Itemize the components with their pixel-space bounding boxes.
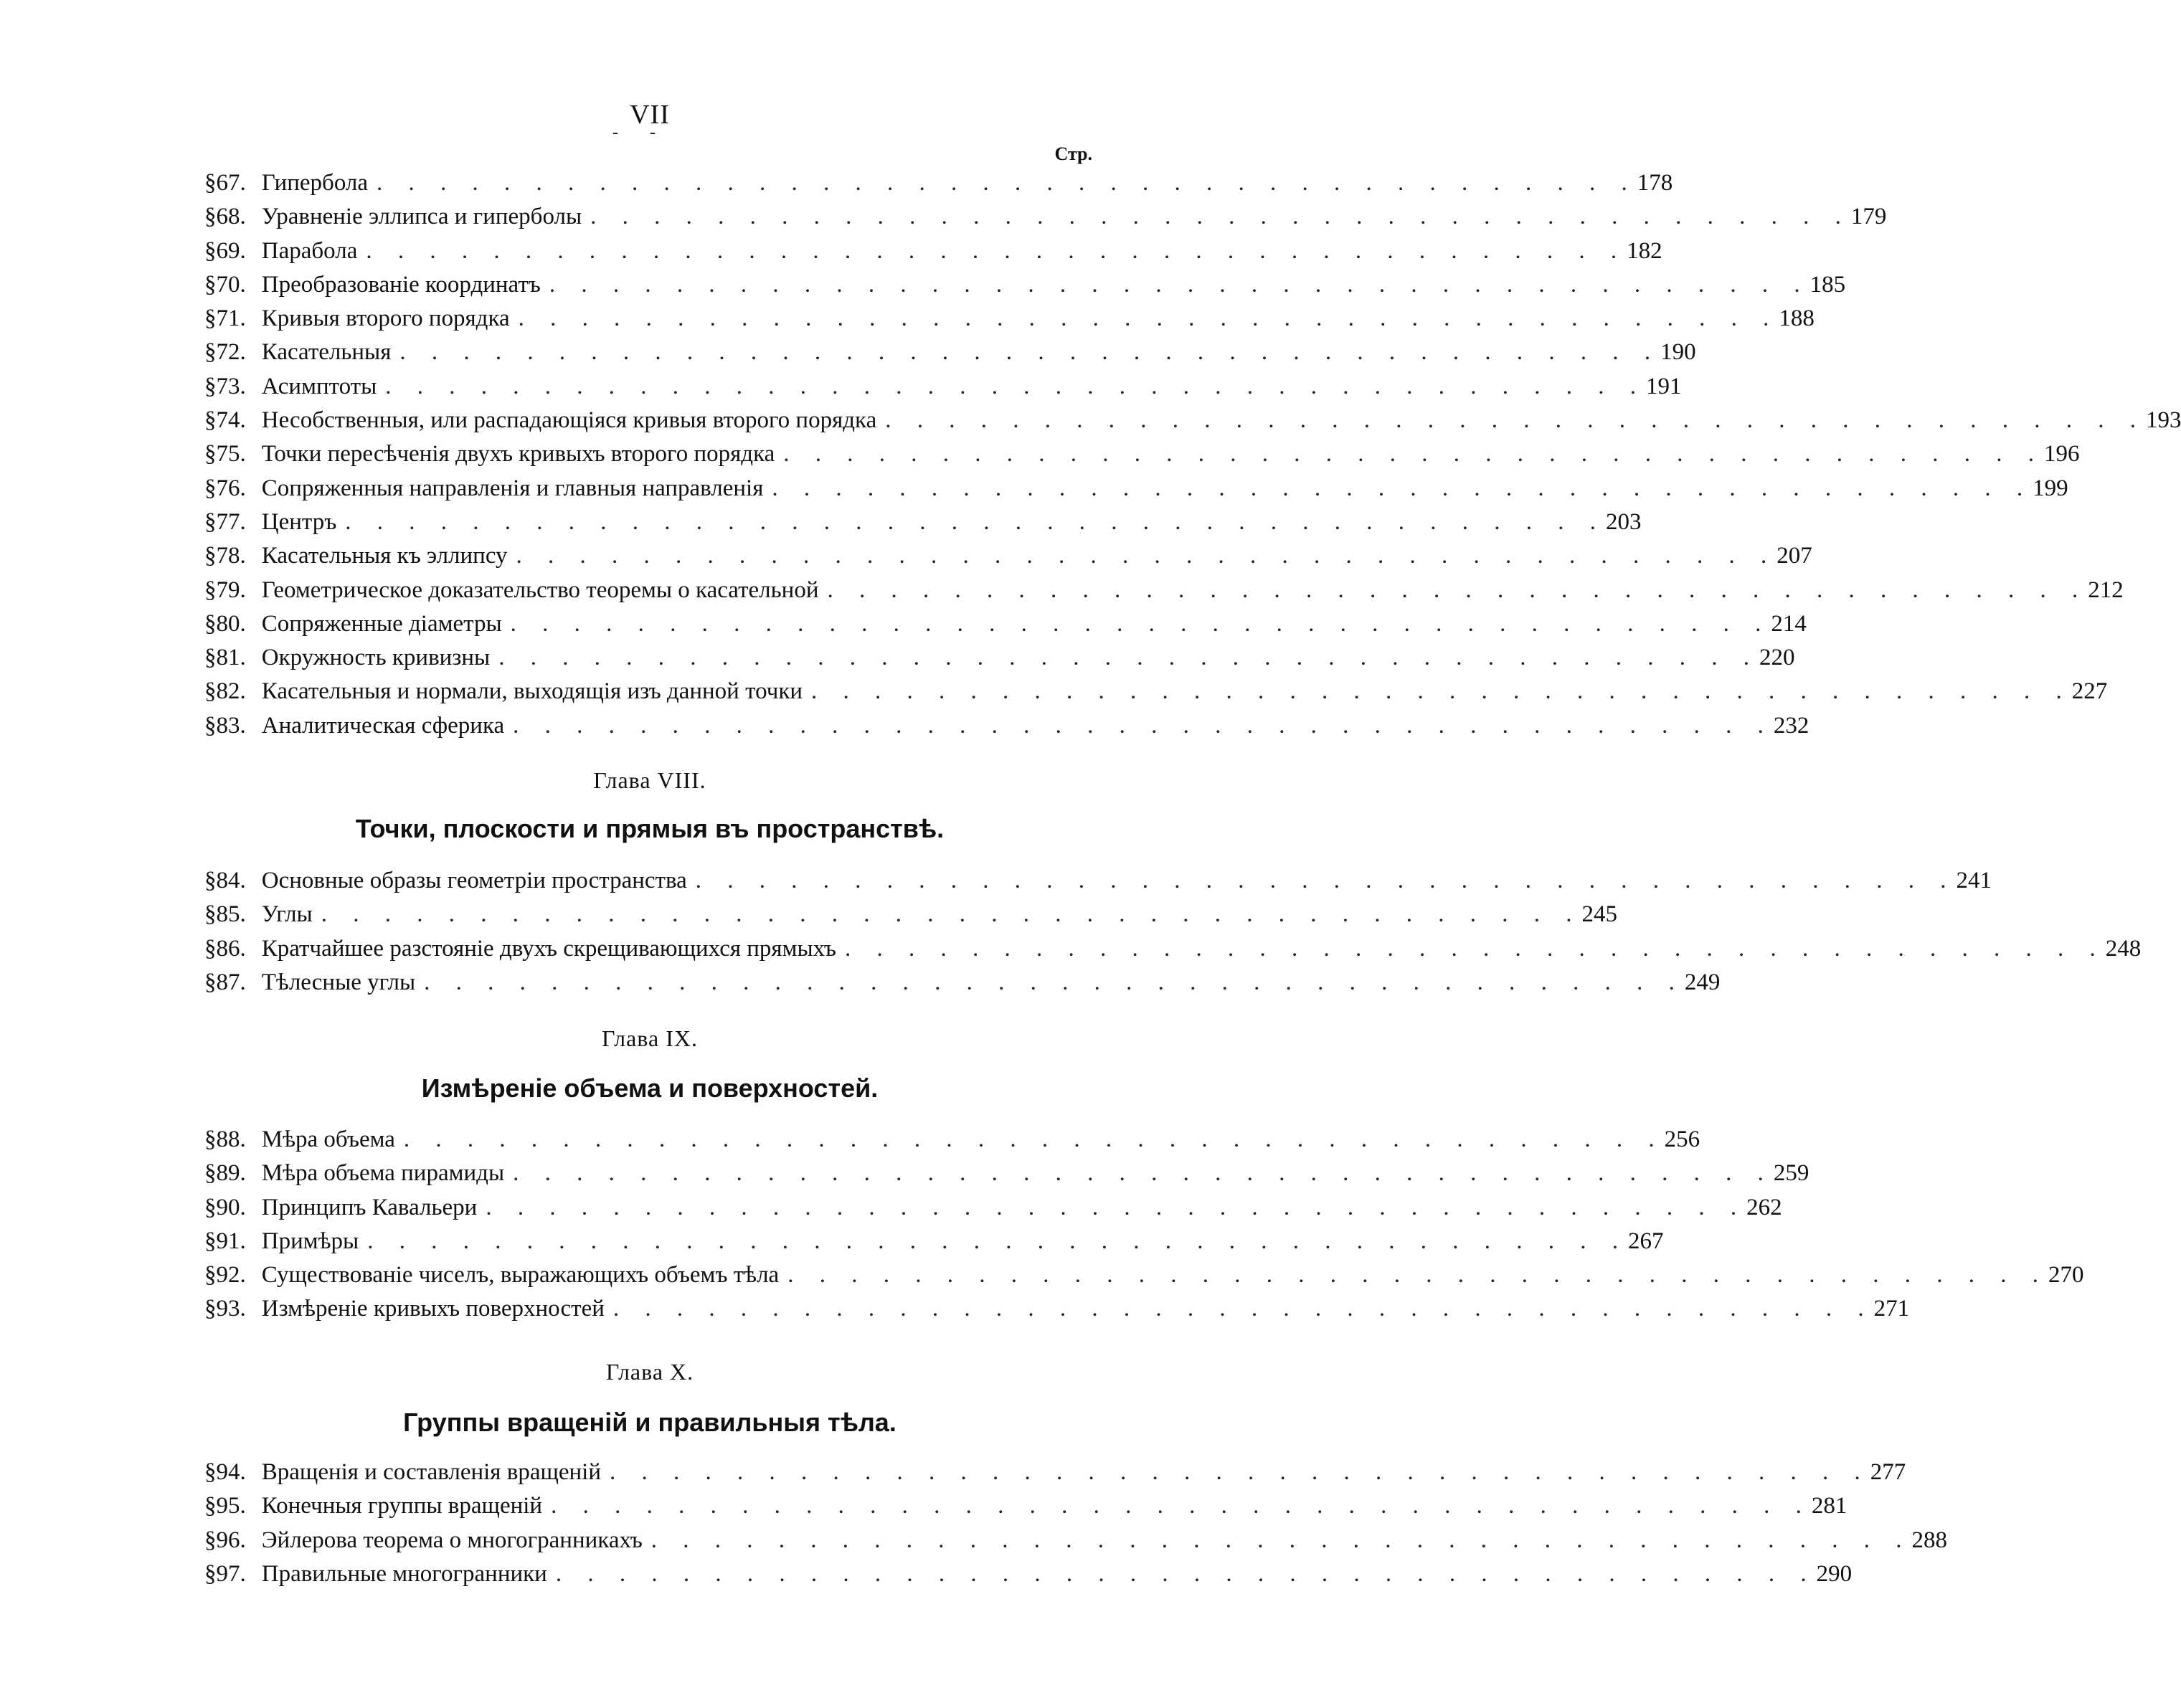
dot-leader: . . . . . . . . . . . . . . . . . . . . . . . . . . . . . . . . . . . . . . . . xyxy=(424,969,1685,995)
toc-entry xyxy=(204,302,1815,336)
toc-entry xyxy=(204,539,1812,573)
dot-leader: . . . . . . . . . . . . . . . . . . . . . . . . . . . . . . . . . . . . . . . . xyxy=(513,1160,1774,1187)
dot-leader: . . . . . . . . . . . . . . . . . . . . . . . . . . . . . . . . . . . . . . . . xyxy=(844,935,2106,962)
entry-page: 203 xyxy=(1606,508,1642,535)
entry-title: Преобразованiе координатъ xyxy=(261,271,541,298)
chapter-title-9: Измѣренiе объема и поверхностей. xyxy=(421,1073,879,1103)
toc-entry xyxy=(204,472,2068,506)
entry-title: Основные образы геометрiи пространства xyxy=(261,868,687,893)
section-symbol: § xyxy=(204,678,217,705)
section-symbol: § xyxy=(204,935,217,962)
entry-title: Парабола xyxy=(261,237,358,264)
chapter-title-8: Точки, плоскости и прямыя въ пространствѣ. xyxy=(355,814,945,843)
entry-title: Аналитическая сферика xyxy=(261,712,505,739)
entry-number: 93. xyxy=(216,1296,246,1322)
dot-leader: . . . . . . . . . . . . . . . . . . . . . . . . . . . . . . . . . . . . . . . . xyxy=(772,475,2033,501)
entry-number: 78. xyxy=(216,543,246,569)
dot-leader: . . . . . . . . . . . . . . . . . . . . . . . . . . . . . . . . . . . . . . . . xyxy=(518,305,1779,332)
dot-leader: . . . . . . . . . . . . . . . . . . . . . . . . . . . . . . . . . . . . . . . . xyxy=(610,1459,1870,1485)
entry-title: Центръ xyxy=(261,508,337,535)
entry-title: Точки пересѣченiя двухъ кривыхъ второго порядка xyxy=(261,441,775,468)
section-symbol: § xyxy=(204,868,217,893)
section-symbol: § xyxy=(204,577,217,603)
entry-number: 89. xyxy=(216,1160,246,1187)
entry-title: Вращенiя и составленiя вращенiй xyxy=(261,1459,602,1485)
dot-leader: . . . . . . . . . . . . . . . . . . . . . . . . . . . . . . . . . . . . . . . . xyxy=(486,1194,1747,1220)
dot-leader: . . . . . . . . . . . . . . . . . . . . . . . . . . . . . . . . . . . . . . . . xyxy=(367,1228,1628,1254)
dot-leader: . . . . . . . . . . . . . . . . . . . . . . . . . . . . . . . . . . . . . . . . xyxy=(399,339,1661,366)
dot-leader: . . . . . . . . . . . . . . . . . . . . . . . . . . . . . . . . . . . . . . . . xyxy=(516,543,1777,569)
toc-entry xyxy=(204,200,1887,234)
dot-leader: . . . . . . . . . . . . . . . . . . . . . . . . . . . . . . . . . . . . . . . . xyxy=(590,204,1851,230)
entry-number: 75. xyxy=(216,441,246,468)
entry-page: 227 xyxy=(2071,678,2108,705)
entry-page: 193 xyxy=(2145,407,2181,434)
section-symbol: § xyxy=(204,1560,217,1587)
toc-entry xyxy=(204,1258,2084,1292)
toc-entry xyxy=(204,1489,1848,1523)
section-symbol: § xyxy=(204,1296,217,1322)
toc-entry xyxy=(204,1225,1664,1258)
entry-title: Несобственныя, или распадающiяся кривыя второго порядка xyxy=(261,407,877,434)
entry-title: Касательныя xyxy=(261,339,392,366)
entry-title: Касательныя и нормали, выходящiя изъ данной точки xyxy=(261,678,803,705)
entry-page: 214 xyxy=(1771,610,1807,637)
entry-title: Уравненiе эллипса и гиперболы xyxy=(261,204,582,230)
section-symbol: § xyxy=(204,305,217,332)
dot-leader: . . . . . . . . . . . . . . . . . . . . . . . . . . . . . . . . . . . . . . . . xyxy=(385,373,1647,399)
page-number-underline: ‐‐ xyxy=(612,123,687,142)
toc-section-ch10 xyxy=(204,1456,1948,1591)
entry-number: 92. xyxy=(216,1262,246,1289)
toc-entry xyxy=(204,1292,1910,1326)
toc-entry xyxy=(204,641,1795,675)
entry-page: 277 xyxy=(1870,1459,1906,1485)
entry-number: 80. xyxy=(216,610,246,637)
toc-section-ch7 xyxy=(204,142,2181,743)
toc-entry xyxy=(204,898,1617,931)
toc-entry xyxy=(204,234,1662,268)
dot-leader: . . . . . . . . . . . . . . . . . . . . . . . . . . . . . . . . . . . . . . . . xyxy=(321,901,1582,928)
dot-leader: . . . . . . . . . . . . . . . . . . . . . . . . . . . . . . . . . . . . . . . . xyxy=(549,271,1810,298)
entry-page: 248 xyxy=(2105,935,2142,962)
section-symbol: § xyxy=(204,508,217,535)
entry-number: 96. xyxy=(216,1527,246,1553)
entry-page: 232 xyxy=(1773,712,1809,739)
dot-leader: . . . . . . . . . . . . . . . . . . . . . . . . . . . . . . . . . . . . . . . . xyxy=(498,645,1759,671)
dot-leader: . . . . . . . . . . . . . . . . . . . . . . . . . . . . . . . . . . . . . . . . xyxy=(513,712,1774,739)
entry-title: Кривыя второго порядка xyxy=(261,305,510,332)
section-symbol: § xyxy=(204,1126,217,1152)
entry-title: Гипербола xyxy=(261,170,369,196)
entry-page: 270 xyxy=(2048,1262,2084,1289)
page-column-header: Стр. xyxy=(1054,143,1092,164)
entry-number: 97. xyxy=(216,1560,246,1587)
section-symbol: § xyxy=(204,969,217,995)
dot-leader: . . . . . . . . . . . . . . . . . . . . . . . . . . . . . . . . . . . . . . . . xyxy=(510,610,1771,637)
toc-entry xyxy=(204,1557,1853,1591)
section-symbol: § xyxy=(204,407,217,434)
entry-page: 207 xyxy=(1777,543,1812,569)
entry-number: 87. xyxy=(216,969,246,995)
entry-page: 290 xyxy=(1816,1560,1853,1587)
section-symbol: § xyxy=(204,712,217,739)
entry-number: 94. xyxy=(216,1459,246,1485)
section-symbol: § xyxy=(204,1527,217,1553)
entry-number: 91. xyxy=(216,1228,246,1254)
chapter-title-10: Группы вращенiй и правильныя тѣла. xyxy=(403,1408,896,1437)
entry-number: 77. xyxy=(216,508,246,535)
section-symbol: § xyxy=(204,610,217,637)
entry-title: Тѣлесные углы xyxy=(261,969,416,995)
entry-number: 69. xyxy=(216,237,246,264)
toc-entry xyxy=(204,966,1721,1000)
toc-entry xyxy=(204,1191,1782,1225)
section-symbol: § xyxy=(204,543,217,569)
toc-entry xyxy=(204,932,2142,966)
section-symbol: § xyxy=(204,645,217,671)
entry-number: 82. xyxy=(216,678,246,705)
entry-title: Конечныя группы вращенiй xyxy=(261,1493,543,1519)
section-symbol: § xyxy=(204,1228,217,1254)
entry-number: 74. xyxy=(216,407,246,434)
toc-entry xyxy=(204,506,1642,539)
toc-entry xyxy=(204,166,1673,200)
entry-number: 90. xyxy=(216,1194,246,1220)
section-symbol: § xyxy=(204,1493,217,1519)
dot-leader: . . . . . . . . . . . . . . . . . . . . . . . . . . . . . . . . . . . . . . . . xyxy=(827,577,2088,603)
entry-title: Правильные многогранники xyxy=(261,1560,547,1587)
dot-leader: . . . . . . . . . . . . . . . . . . . . . . . . . . . . . . . . . . . . . . . . xyxy=(612,1296,1874,1322)
entry-number: 70. xyxy=(216,271,246,298)
entry-number: 68. xyxy=(216,204,246,230)
entry-title: Геометрическое доказательство теоремы о касательной xyxy=(261,577,819,603)
entry-page: 185 xyxy=(1809,271,1846,298)
entry-title: Мѣра объема пирамиды xyxy=(261,1160,505,1187)
toc-entry xyxy=(204,574,2124,607)
entry-number: 84. xyxy=(216,868,246,893)
entry-number: 73. xyxy=(216,373,246,399)
dot-leader: . . . . . . . . . . . . . . . . . . . . . . . . . . . . . . . . . . . . . . . . xyxy=(650,1527,1912,1553)
entry-page: 267 xyxy=(1627,1228,1664,1254)
chapter-label-10: Глава X. xyxy=(605,1359,694,1385)
toc-entry xyxy=(204,864,1992,898)
toc-entry xyxy=(204,404,2181,437)
dot-leader: . . . . . . . . . . . . . . . . . . . . . . . . . . . . . . . . . . . . . . . . xyxy=(555,1560,1817,1587)
page-number-text: VII xyxy=(630,100,670,130)
section-symbol: § xyxy=(204,1194,217,1220)
dot-leader: . . . . . . . . . . . . . . . . . . . . . . . . . . . . . . . . . . . . . . . . xyxy=(787,1262,2048,1289)
entry-title: Асимптоты xyxy=(261,373,377,399)
toc-entry xyxy=(204,1456,1906,1489)
entry-title: Касательныя къ эллипсу xyxy=(261,543,508,569)
toc-entry xyxy=(204,1524,1948,1557)
dot-leader: . . . . . . . . . . . . . . . . . . . . . . . . . . . . . . . . . . . . . . . . xyxy=(885,407,2146,434)
entry-title: Сопряженные дiаметры xyxy=(261,610,502,637)
entry-page: 178 xyxy=(1637,170,1673,196)
entry-number: 72. xyxy=(216,339,246,366)
dot-leader: . . . . . . . . . . . . . . . . . . . . . . . . . . . . . . . . . . . . . . . . xyxy=(345,508,1607,535)
toc-entry xyxy=(204,709,1809,743)
section-symbol: § xyxy=(204,271,217,298)
entry-page: 249 xyxy=(1684,969,1721,995)
entry-number: 81. xyxy=(216,645,246,671)
section-symbol: § xyxy=(204,339,217,366)
dot-leader: . . . . . . . . . . . . . . . . . . . . . . . . . . . . . . . . . . . . . . . . xyxy=(366,237,1627,264)
toc-entry xyxy=(204,336,1696,369)
section-symbol: § xyxy=(204,237,217,264)
section-symbol: § xyxy=(204,475,217,501)
entry-number: 71. xyxy=(216,305,246,332)
entry-page: 191 xyxy=(1646,373,1682,399)
entry-page: 245 xyxy=(1581,901,1617,928)
entry-number: 79. xyxy=(216,577,246,603)
entry-page: 188 xyxy=(1779,305,1815,332)
section-symbol: § xyxy=(204,1459,217,1485)
entry-page: 241 xyxy=(1956,868,1992,893)
toc-entry xyxy=(204,1157,1809,1190)
entry-number: 88. xyxy=(216,1126,246,1152)
entry-title: Примѣры xyxy=(261,1228,359,1254)
entry-number: 86. xyxy=(216,935,246,962)
entry-page: 182 xyxy=(1627,237,1662,264)
entry-title: Кратчайшее разстоянiе двухъ скрещивающихся прямыхъ xyxy=(261,935,836,962)
toc-entry xyxy=(204,268,1846,302)
entry-number: 67. xyxy=(216,170,246,196)
chapter-label-8: Глава VIII. xyxy=(593,767,706,793)
toc-section-ch9 xyxy=(204,1123,2084,1327)
entry-page: 212 xyxy=(2088,577,2124,603)
entry-page: 259 xyxy=(1773,1160,1809,1187)
chapter-label-9: Глава IX. xyxy=(602,1025,698,1051)
dot-leader: . . . . . . . . . . . . . . . . . . . . . . . . . . . . . . . . . . . . . . . . xyxy=(377,170,1637,196)
entry-page: 199 xyxy=(2033,475,2068,501)
section-symbol: § xyxy=(204,204,217,230)
entry-number: 95. xyxy=(216,1493,246,1519)
dot-leader: . . . . . . . . . . . . . . . . . . . . . . . . . . . . . . . . . . . . . . . . xyxy=(811,678,2072,705)
entry-page: 288 xyxy=(1911,1527,1948,1553)
entry-page: 262 xyxy=(1746,1194,1782,1220)
entry-number: 85. xyxy=(216,901,246,928)
dot-leader: . . . . . . . . . . . . . . . . . . . . . . . . . . . . . . . . . . . . . . . . xyxy=(551,1493,1812,1519)
toc-section-ch8 xyxy=(204,864,2142,1000)
section-symbol: § xyxy=(204,441,217,468)
toc-entry xyxy=(204,607,1807,641)
toc-entry xyxy=(204,437,2080,471)
entry-page: 256 xyxy=(1664,1126,1700,1152)
toc-entry xyxy=(204,675,2108,708)
entry-title: Мѣра объема xyxy=(261,1126,395,1152)
dot-leader: . . . . . . . . . . . . . . . . . . . . . . . . . . . . . . . . . . . . . . . . xyxy=(403,1126,1665,1152)
entry-page: 271 xyxy=(1873,1296,1910,1322)
entry-title: Окружность кривизны xyxy=(261,645,491,671)
toc-entry xyxy=(204,370,1682,404)
entry-page: 196 xyxy=(2044,441,2080,468)
section-symbol: § xyxy=(204,373,217,399)
section-symbol: § xyxy=(204,170,217,196)
section-symbol: § xyxy=(204,901,217,928)
entry-page: 281 xyxy=(1811,1493,1848,1519)
page-number xyxy=(0,99,1300,142)
entry-number: 76. xyxy=(216,475,246,501)
entry-title: Углы xyxy=(261,901,313,928)
entry-page: 220 xyxy=(1759,645,1795,671)
entry-page: 179 xyxy=(1850,204,1887,230)
entry-title: Существованiе чиселъ, выражающихъ объемъ тѣла xyxy=(261,1262,780,1289)
section-symbol: § xyxy=(204,1262,217,1289)
dot-leader: . . . . . . . . . . . . . . . . . . . . . . . . . . . . . . . . . . . . . . . . xyxy=(695,868,1957,893)
dot-leader: . . . . . . . . . . . . . . . . . . . . . . . . . . . . . . . . . . . . . . . . xyxy=(783,441,2045,468)
entry-title: Измѣренiе кривыхъ поверхностей xyxy=(261,1296,605,1322)
entry-title: Принципъ Кавальери xyxy=(261,1194,478,1220)
toc-entry xyxy=(204,1123,1700,1157)
entry-title: Эйлерова теорема о многогранникахъ xyxy=(261,1527,643,1553)
entry-page: 190 xyxy=(1660,339,1696,366)
entry-number: 83. xyxy=(216,712,246,739)
entry-title: Сопряженныя направленiя и главныя направленiя xyxy=(261,475,764,501)
section-symbol: § xyxy=(204,1160,217,1187)
